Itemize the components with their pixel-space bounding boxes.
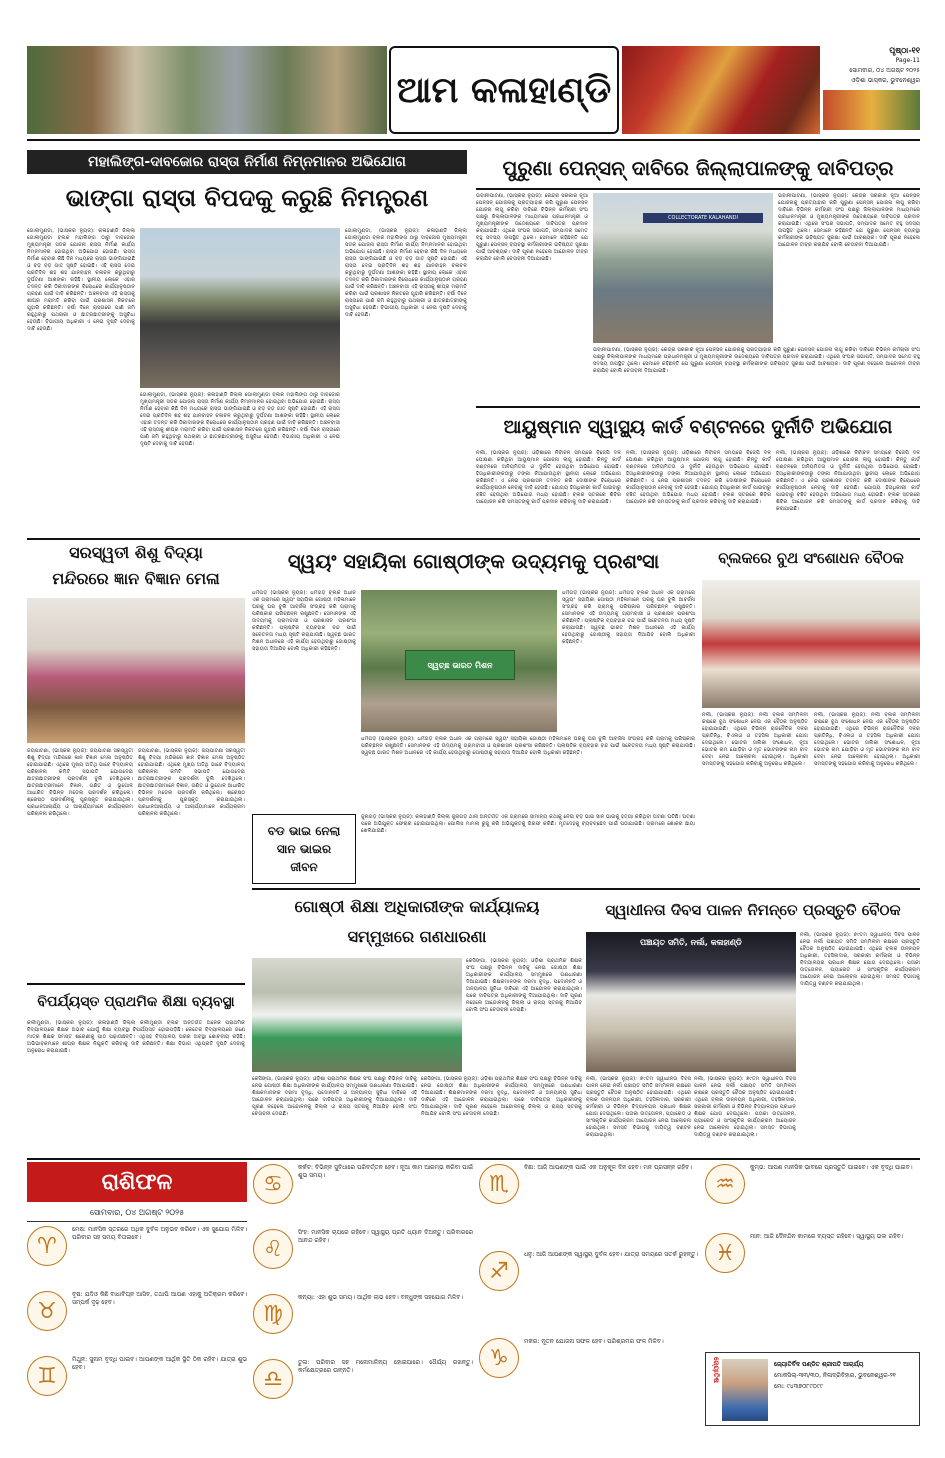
zodiac-sign-icon: ♍ xyxy=(253,1294,293,1334)
page-label: ପୃଷ୍ଠା-୧୧ xyxy=(889,46,920,55)
astrologer-address: ମୋକସିଲ୍-୩୩/୩୦, ନିଳାଦ୍ରିବିହାର, ଭୁବନେଶ୍ୱର-୨୧ xyxy=(774,1372,896,1379)
story3-text-col1: ନର୍ଲା, (ଭାସ୍କର ନ୍ୟୁଜ): ଓଡ଼ିଶାରେ ନିର୍ବାଚନ ସମୟରେ ବିଜେପି ଦଳ ଘୋଷଣା କରିଥିବା ଆୟୁଷ୍ମାନ ଯୋଜନା ଲାଗୁ ହୋଇଛି। କିନ୍ତୁ କାର୍ଡ ବଣ୍ଟନରେ ଅନିୟମିତତା ଓ ଦୁର୍ନୀତି ହେଉଥିବା ଅଭିଯୋଗ ହୋଇଛି। ହିତାଧିକାରୀଙ୍କଠାରୁ ଟଙ୍କା ନିଆଯାଉଥିବା ସ୍ଥାନୀୟ ଲୋକେ ଅଭିଯୋଗ କରିଛନ୍ତି। ଏ ନେଇ ପ୍ରଶାସନ ତଦନ୍ତ କରି ଦୋଷୀଙ୍କ ବିରୋଧରେ କାର୍ଯ୍ୟାନୁଷ୍ଠାନ ନେବାକୁ ଦାବି ହେଉଛି। ଯୋଗ୍ୟ ହିତାଧିକାରୀ କାର୍ଡ ପାଇବାରୁ ବଞ୍ଚିତ ହେଉଥିବା ଅଭିଯୋଗ ମଧ୍ୟ ହୋଇଛି। ବ୍ଲକ ସ୍ତରରେ ଶିବିର ଆୟୋଜନ କରି ସମସ୍ତଙ୍କୁ କାର୍ଡ ପ୍ରଦାନ କରିବାକୁ ଦାବି କରାଯାଇଛି। xyxy=(476,450,621,505)
story5-photo-cart xyxy=(361,590,557,732)
story3-text-col2: ନର୍ଲା, (ଭାସ୍କର ନ୍ୟୁଜ): ଓଡ଼ିଶାରେ ନିର୍ବାଚନ ସମୟରେ ବିଜେପି ଦଳ ଘୋଷଣା କରିଥିବା ଆୟୁଷ୍ମାନ ଯୋଜନା ଲାଗୁ ହୋଇଛି। କିନ୍ତୁ କାର୍ଡ ବଣ୍ଟନରେ ଅନିୟମିତତା ଓ ଦୁର୍ନୀତି ହେଉଥିବା ଅଭିଯୋଗ ହୋଇଛି। ହିତାଧିକାରୀଙ୍କଠାରୁ ଟଙ୍କା ନିଆଯାଉଥିବା ସ୍ଥାନୀୟ ଲୋକେ ଅଭିଯୋଗ କରିଛନ୍ତି। ଏ ନେଇ ପ୍ରଶାସନ ତଦନ୍ତ କରି ଦୋଷୀଙ୍କ ବିରୋଧରେ କାର୍ଯ୍ୟାନୁଷ୍ଠାନ ନେବାକୁ ଦାବି ହେଉଛି। ଯୋଗ୍ୟ ହିତାଧିକାରୀ କାର୍ଡ ପାଇବାରୁ ବଞ୍ଚିତ ହେଉଥିବା ଅଭିଯୋଗ ମଧ୍ୟ ହୋଇଛି। ବ୍ଲକ ସ୍ତରରେ ଶିବିର ଆୟୋଜନ କରି ସମସ୍ତଙ୍କୁ କାର୍ଡ ପ୍ରଦାନ କରିବାକୁ ଦାବି କରାଯାଇଛି। xyxy=(626,450,771,505)
story4-headline-line1: ସରସ୍ୱତୀ ଶିଶୁ ବିଦ୍ୟା xyxy=(69,543,203,562)
rashi-entry xyxy=(253,1359,473,1421)
story7-headline-box xyxy=(252,814,356,884)
astrologer-name: ଜ୍ୟୋତିର୍ବିଦ ପଣ୍ଡିତ ଶ୍ରୀପତି ଆଚାର୍ଯ୍ୟ xyxy=(774,1361,864,1368)
rashi-entry xyxy=(479,1251,699,1335)
story9-headline: ସ୍ୱାଧୀନତା ଦିବସ ପାଳନ ନିମନ୍ତେ ପ୍ରସ୍ତୁତି ବୈଠକ xyxy=(605,901,901,919)
story9-text-col2: ନର୍ଲା, (ଭାସ୍କର ନ୍ୟୁଜ): ୭୯ତମ ସ୍ୱାଧୀନତା ଦିବସ ପାଳନ ନେଇ ନର୍ଲା ପଞ୍ଚାୟତ ସମିତି ସମ୍ମିଳନୀ କକ୍ଷରେ ପ୍ରସ୍ତୁତି ବୈଠକ ଅନୁଷ୍ଠିତ ହୋଇଯାଇଛି। ଏଥିରେ ବ୍ଲକ ଉନ୍ନୟନ ଅଧିକାରୀ, ତହସିଲଦାର, ସରକାରୀ କର୍ମଚାରୀ ଓ ବିଭିନ୍ନ ବିଦ୍ୟାଳୟର ପ୍ରଧାନ ଶିକ୍ଷକ ଯୋଗ ଦେଇଥିଲେ। ପତାକା ଉତ୍ତୋଳନ, ପ୍ୟାରେଡ ଓ ସାଂସ୍କୃତିକ କାର୍ଯ୍ୟକ୍ରମ ଆୟୋଜନ ନେଇ ଆଲୋଚନା ହୋଇଥିଲା। ସମସ୍ତ ବିଭାଗକୁ ଦାୟିତ୍ୱ ବଣ୍ଟନ କରାଯାଇଥିଲା। xyxy=(586,1076,691,1138)
story5-text-col2: ଧର୍ମଗଡ଼ (ଭାସ୍କର ନ୍ୟୁଜ): ଧର୍ମଗଡ଼ ବ୍ଲକ ଅଧୀନ ଏକ ଗ୍ରାମରେ ସ୍ୱୟଂ ସହାୟିକା ଗୋଷ୍ଠୀ ମହିଳାମାନେ ଘରକୁ ଘର ବୁଲି ଆବର୍ଜନା ସଂଗ୍ରହ କରି ଗ୍ରାମକୁ ପରିଷ୍କାର ପରିଚ୍ଛନ୍ନ ରଖୁଛନ୍ତି। ସେମାନଙ୍କ ଏହି ଉଦ୍ୟମକୁ ଗ୍ରାମବାସୀ ଓ ପ୍ରଶାସନ ପ୍ରଶଂସା କରିଛନ୍ତି। ପ୍ଲାଷ୍ଟିକ ବ୍ୟବହାର ବନ୍ଦ ପାଇଁ ସଚେତନତା ମଧ୍ୟ ସୃଷ୍ଟି କରାଯାଉଛି। ସ୍ୱଚ୍ଛ ଭାରତ ମିଶନ ଅଧୀନରେ ଏହି କାର୍ଯ୍ୟ ହେଉଥିବାରୁ ଗୋଷ୍ଠୀକୁ ସହାୟତା ଦିଆଯିବ ବୋଲି ଅଧିକାରୀ କହିଛନ୍ତି। xyxy=(562,590,695,645)
zodiac-sign-icon: ♓ xyxy=(705,1233,745,1273)
zodiac-sign-icon: ♋ xyxy=(253,1164,293,1204)
story5-text-col3: ଧର୍ମଗଡ଼ (ଭାସ୍କର ନ୍ୟୁଜ): ଧର୍ମଗଡ଼ ବ୍ଲକ ଅଧୀନ ଏକ ଗ୍ରାମରେ ସ୍ୱୟଂ ସହାୟିକା ଗୋଷ୍ଠୀ ମହିଳାମାନେ ଘରକୁ ଘର ବୁଲି ଆବର୍ଜନା ସଂଗ୍ରହ କରି ଗ୍ରାମକୁ ପରିଷ୍କାର ପରିଚ୍ଛନ୍ନ ରଖୁଛନ୍ତି। ସେମାନଙ୍କ ଏହି ଉଦ୍ୟମକୁ ଗ୍ରାମବାସୀ ଓ ପ୍ରଶାସନ ପ୍ରଶଂସା କରିଛନ୍ତି। ପ୍ଲାଷ୍ଟିକ ବ୍ୟବହାର ବନ୍ଦ ପାଇଁ ସଚେତନତା ମଧ୍ୟ ସୃଷ୍ଟି କରାଯାଉଛି। ସ୍ୱଚ୍ଛ ଭାରତ ମିଶନ ଅଧୀନରେ ଏହି କାର୍ଯ୍ୟ ହେଉଥିବାରୁ ଗୋଷ୍ଠୀକୁ ସହାୟତା ଦିଆଯିବ ବୋଲି ଅଧିକାରୀ କହିଛନ୍ତି। xyxy=(361,736,695,756)
rashi-entry xyxy=(479,1164,699,1248)
rashi-entry xyxy=(253,1164,473,1226)
section-rule-2 xyxy=(252,888,920,890)
edition: ଓଡ଼ିଶା ଭାସ୍କର, ଭୁବନେଶ୍ୱର xyxy=(851,77,920,84)
rashi-text: ମୀନ: ଆଜି ଦୈନନ୍ଦିନ କାମରେ ବ୍ୟସ୍ତ ରହିବେ। ସ୍ୱାସ୍ଥ୍ୟ ଭଲ ରହିବ। xyxy=(750,1233,904,1240)
page-en: Page-11 xyxy=(895,57,920,64)
story4-text-col1: ଜୟପାଟଣା, (ଭାସ୍କର ନ୍ୟୁଜ): ଜୟପାଟଣା ସରସ୍ୱତୀ ଶିଶୁ ବିଦ୍ୟା ମନ୍ଦିରରେ ଜ୍ଞାନ ବିଜ୍ଞାନ ମେଳା ଅନୁଷ୍ଠିତ ହୋଇଯାଇଛି। ଏଥିରେ ମୁଖ୍ୟ ଅତିଥି ଭାବେ ବିଦ୍ୟାଳୟ ପରିଚାଳନା କମିଟି ସଭାପତି ଯୋଗଦେଇ ଛାତ୍ରଛାତ୍ରୀଙ୍କ ପ୍ରଦର୍ଶନୀ ବୁଲି ଦେଖିଥିଲେ। ଛାତ୍ରଛାତ୍ରୀମାନେ ବିଜ୍ଞାନ, ଗଣିତ ଓ ଭୂଗୋଳ ଆଧାରିତ ବିଭିନ୍ନ ମଡେଲ ପ୍ରଦର୍ଶନ କରିଥିଲେ। ଶ୍ରେଷ୍ଠ ପ୍ରଦର୍ଶନୀକୁ ପୁରସ୍କୃତ କରାଯାଇଥିଲା। ପ୍ରଧାନଆଚାର୍ଯ୍ୟ ଓ ଆଚାର୍ଯ୍ୟାମାନେ କାର୍ଯ୍ୟକ୍ରମ ପରିଚାଳନା କରିଥିଲେ। xyxy=(27,748,133,817)
story10-rule xyxy=(27,983,245,985)
rashiphala-col3 xyxy=(479,1164,699,1426)
rashiphala xyxy=(27,1162,920,1430)
masthead-rule xyxy=(27,139,920,141)
rashi-text: ସିଂହ: ମାନସିକ ଚାପରେ ରହିବେ। ସ୍ୱାସ୍ଥ୍ୟ ପ୍ରତି ଧ୍ୟାନ ଦିଅନ୍ତୁ। ପରିବାରରେ ଆନନ୍ଦ ରହିବ। xyxy=(298,1229,473,1244)
story6-text-col2: ନର୍ଲା, (ଭାସ୍କର ନ୍ୟୁଜ): ନର୍ଲା ବ୍ଲକ ସମ୍ମିଳନୀ କକ୍ଷରେ ବୁଥ ସଂଶୋଧନ ନେଇ ଏକ ବୈଠକ ଅନୁଷ୍ଠିତ ହୋଇଯାଇଛି। ଏଥିରେ ବିଭିନ୍ନ ରାଜନୈତିକ ଦଳର ପ୍ରତିନିଧି, ବିଏଲଓ ଓ ତହସିଲ ଅଧିକାରୀ ଯୋଗ ଦେଇଥିଲେ। ଭୋଟର ତାଲିକା ସଂଶୋଧନ, ନୂଆ ଭୋଟର ନାମ ଯୋଡ଼ିବା ଓ ମୃତ ଭୋଟରଙ୍କ ନାମ ବାଦ ଦେବା ନେଇ ଆଲୋଚନା ହୋଇଥିଲା। ଅଧିକାରୀ ସମସ୍ତଙ୍କୁ ସହଯୋଗ କରିବାକୁ ଅନୁରୋଧ କରିଥିଲେ। xyxy=(814,712,920,767)
story7-headline-line3: ଜୀବନ xyxy=(290,860,318,874)
story9-photo-meeting xyxy=(586,932,796,1072)
rashiphala-col4 xyxy=(705,1164,920,1304)
story5-headline: ସ୍ୱୟଂ ସହାୟିକା ଗୋଷ୍ଠୀଙ୍କ ଉଦ୍ୟମକୁ ପ୍ରଶଂସା xyxy=(287,550,660,573)
astrologer-label: ଜ୍ୟୋତିଷ xyxy=(712,1357,720,1383)
story2-text-col1: ଭବାନୀପାଟଣା, (ଭାସ୍କର ନ୍ୟୁଜ): କେନ୍ଦ୍ର ସରକାର ନୂଆ ପେନ୍ସନ୍ ଯୋଜନାକୁ ପ୍ରତ୍ୟାହାର କରି ପୁରୁଣା ପେନ୍ସନ୍ ଯୋଜନା ଲାଗୁ କରିବା ଦାବିରେ ବିଭିନ୍ନ କର୍ମଚାରୀ ସଂଘ ପକ୍ଷରୁ ଜିଲ୍ଲାପାଳଙ୍କ ମାଧ୍ୟମରେ ପ୍ରଧାନମନ୍ତ୍ରୀ ଓ ମୁଖ୍ୟମନ୍ତ୍ରୀଙ୍କ ଉଦ୍ଦେଶ୍ୟରେ ଦାବିପତ୍ର ପ୍ରଦାନ କରାଯାଇଛି। ଏଥିରେ ସଂଘର ସଭାପତି, ସମ୍ପାଦକ ସମେତ ବହୁ ସଦସ୍ୟ ଉପସ୍ଥିତ ଥିଲେ। ସେମାନେ କହିଛନ୍ତି ଯେ ପୁରୁଣା ପେନ୍ସନ୍ ବ୍ୟବସ୍ଥା କର୍ମଚାରୀଙ୍କ ଭବିଷ୍ୟତ ସୁରକ୍ଷା ପାଇଁ ଆବଶ୍ୟକ। ଦାବି ପୂରଣ ନହେଲେ ଆନ୍ଦୋଳନ ତୀବ୍ର କରାଯିବ ବୋଲି ଚେତାବନୀ ଦିଆଯାଇଛି। xyxy=(476,193,588,262)
rashi-text: କର୍କଟ: ବିଭିନ୍ନ ସୁବିଧାରେ ପରିବର୍ତ୍ତନ ହେବ। ନୂଆ କାମ ଆରମ୍ଭ କରିବା ପାଇଁ ଶୁଭ ସମୟ। xyxy=(298,1164,473,1179)
masthead-info xyxy=(823,46,920,134)
zodiac-sign-icon: ♒ xyxy=(705,1164,745,1204)
story1-photo-road xyxy=(140,228,340,388)
zodiac-sign-icon: ♐ xyxy=(479,1251,519,1291)
astrologer-phone: ମୋ: ୯୪୩୭୦୮୯୦୯୯ xyxy=(774,1383,823,1390)
rashi-text: ବୃଷ: ଯଦିଓ କିଛି ବାଧାବିଘ୍ନ ଆସିବ, ତଥାପି ଆପଣ ଏହାକୁ ଅତିକ୍ରମ କରିବେ। ସମ୍ପର୍କ ଦୃଢ଼ ହେବ। xyxy=(72,1291,247,1306)
story9-text-col3: ନର୍ଲା, (ଭାସ୍କର ନ୍ୟୁଜ): ୭୯ତମ ସ୍ୱାଧୀନତା ଦିବସ ପାଳନ ନେଇ ନର୍ଲା ପଞ୍ଚାୟତ ସମିତି ସମ୍ମିଳନୀ କକ୍ଷରେ ପ୍ରସ୍ତୁତି ବୈଠକ ଅନୁଷ୍ଠିତ ହୋଇଯାଇଛି। ଏଥିରେ ବ୍ଲକ ଉନ୍ନୟନ ଅଧିକାରୀ, ତହସିଲଦାର, ସରକାରୀ କର୍ମଚାରୀ ଓ ବିଭିନ୍ନ ବିଦ୍ୟାଳୟର ପ୍ରଧାନ ଶିକ୍ଷକ ଯୋଗ ଦେଇଥିଲେ। ପତାକା ଉତ୍ତୋଳନ, ପ୍ୟାରେଡ ଓ ସାଂସ୍କୃତିକ କାର୍ଯ୍ୟକ୍ରମ ଆୟୋଜନ ନେଇ ଆଲୋଚନା ହୋଇଥିଲା। ସମସ୍ତ ବିଭାଗକୁ ଦାୟିତ୍ୱ ବଣ୍ଟନ କରାଯାଇଥିଲା। xyxy=(694,1076,796,1138)
story6-headline: ବ୍ଲକରେ ବୁଥ ସଂଶୋଧନ ବୈଠକ xyxy=(718,549,904,567)
story5-text-col1: ଧର୍ମଗଡ଼ (ଭାସ୍କର ନ୍ୟୁଜ): ଧର୍ମଗଡ଼ ବ୍ଲକ ଅଧୀନ ଏକ ଗ୍ରାମରେ ସ୍ୱୟଂ ସହାୟିକା ଗୋଷ୍ଠୀ ମହିଳାମାନେ ଘରକୁ ଘର ବୁଲି ଆବର୍ଜନା ସଂଗ୍ରହ କରି ଗ୍ରାମକୁ ପରିଷ୍କାର ପରିଚ୍ଛନ୍ନ ରଖୁଛନ୍ତି। ସେମାନଙ୍କ ଏହି ଉଦ୍ୟମକୁ ଗ୍ରାମବାସୀ ଓ ପ୍ରଶାସନ ପ୍ରଶଂସା କରିଛନ୍ତି। ପ୍ଲାଷ୍ଟିକ ବ୍ୟବହାର ବନ୍ଦ ପାଇଁ ସଚେତନତା ମଧ୍ୟ ସୃଷ୍ଟି କରାଯାଉଛି। ସ୍ୱଚ୍ଛ ଭାରତ ମିଶନ ଅଧୀନରେ ଏହି କାର୍ଯ୍ୟ ହେଉଥିବାରୁ ଗୋଷ୍ଠୀକୁ ସହାୟତା ଦିଆଯିବ ବୋଲି ଅଧିକାରୀ କହିଛନ୍ତି। xyxy=(252,590,356,652)
rashi-entry xyxy=(27,1291,247,1353)
rashi-text: ମକର: ନୂତନ ଯୋଜନା ସଫଳ ହେବ। ପରିଶ୍ରମର ଫଳ ମିଳିବ। xyxy=(524,1338,664,1345)
story4-text-col2: ଜୟପାଟଣା, (ଭାସ୍କର ନ୍ୟୁଜ): ଜୟପାଟଣା ସରସ୍ୱତୀ ଶିଶୁ ବିଦ୍ୟା ମନ୍ଦିରରେ ଜ୍ଞାନ ବିଜ୍ଞାନ ମେଳା ଅନୁଷ୍ଠିତ ହୋଇଯାଇଛି। ଏଥିରେ ମୁଖ୍ୟ ଅତିଥି ଭାବେ ବିଦ୍ୟାଳୟ ପରିଚାଳନା କମିଟି ସଭାପତି ଯୋଗଦେଇ ଛାତ୍ରଛାତ୍ରୀଙ୍କ ପ୍ରଦର୍ଶନୀ ବୁଲି ଦେଖିଥିଲେ। ଛାତ୍ରଛାତ୍ରୀମାନେ ବିଜ୍ଞାନ, ଗଣିତ ଓ ଭୂଗୋଳ ଆଧାରିତ ବିଭିନ୍ନ ମଡେଲ ପ୍ରଦର୍ଶନ କରିଥିଲେ। ଶ୍ରେଷ୍ଠ ପ୍ରଦର୍ଶନୀକୁ ପୁରସ୍କୃତ କରାଯାଇଥିଲା। ପ୍ରଧାନଆଚାର୍ଯ୍ୟ ଓ ଆଚାର୍ଯ୍ୟାମାନେ କାର୍ଯ୍ୟକ୍ରମ ପରିଚାଳନା କରିଥିଲେ। xyxy=(138,748,245,817)
rashi-text: ମେଷ: ମାନସିକ ସ୍ତରରେ ଅଧିକ ଦୁର୍ବଳ ଅନୁଭବ କରିବେ। ଏକ ସୁଯୋଗ ମିଳିବ। ପରିବାର ସହ ସମୟ ବିତାଇବେ। xyxy=(72,1226,247,1241)
astrologer-photo xyxy=(722,1359,768,1421)
rashi-text: କନ୍ୟା: ଏହା ଶୁଭ ସମୟ। ଆର୍ଥିକ ଲାଭ ହେବ। ବନ୍ଧୁଙ୍କ ସହଯୋଗ ମିଳିବ। xyxy=(298,1294,464,1301)
story10-text: କର୍ଲାମୁଣ୍ଡା, (ଭାସ୍କର ନ୍ୟୁଜ): କଳାହାଣ୍ଡି ଜିଲ୍ଲା କର୍ଲାମୁଣ୍ଡା ବ୍ଲକ ଅନ୍ତର୍ଗତ ଅନେକ ପ୍ରାଥମିକ ବିଦ୍ୟାଳୟରେ ଶିକ୍ଷକ ଅଭାବ ଯୋଗୁଁ ଶିକ୍ଷା ବ୍ୟବସ୍ଥା ବିପର୍ଯ୍ୟସ୍ତ ହୋଇପଡ଼ିଛି। କେତେକ ବିଦ୍ୟାଳୟରେ ଜଣେ ମାତ୍ର ଶିକ୍ଷକ ସମସ୍ତ ଶ୍ରେଣୀକୁ ପାଠ ପଢ଼ାଉଛନ୍ତି। ଏଥିସହ ବିଦ୍ୟାଳୟ ଘରର ଅବସ୍ଥା ଶୋଚନୀୟ ରହିଛି। ଅଭିଭାବକମାନେ ଶୀଘ୍ର ଶିକ୍ଷକ ନିଯୁକ୍ତି କରିବାକୁ ଦାବି କରିଛନ୍ତି। ଶିକ୍ଷା ବିଭାଗ ଏଥିପ୍ରତି ଦୃଷ୍ଟି ଦେବାକୁ ଅନୁରୋଧ କରାଯାଇଛି। xyxy=(27,1020,245,1054)
rashi-text: ମିଥୁନ: ସୁନାମ ବୃଦ୍ଧି ପାଇବ। ଆପଣଙ୍କ ଆର୍ଥିକ ସ୍ଥିତି ଠିକ ରହିବ। ଯାତ୍ରା ଶୁଭ ହେବ। xyxy=(72,1356,247,1371)
masthead xyxy=(27,46,920,136)
zodiac-sign-icon: ♊ xyxy=(27,1356,67,1396)
story4-headline xyxy=(27,540,245,594)
story8-headline-line2: ସମ୍ମୁଖରେ ଗଣଧାରଣା xyxy=(347,927,487,946)
rashi-entry xyxy=(705,1164,920,1230)
story8-text-col2: କେସିଙ୍ଗା, (ଭାସ୍କର ନ୍ୟୁଜ): ଓଡ଼ିଶା ପ୍ରାଥମିକ ଶିକ୍ଷକ ସଂଘ ପକ୍ଷରୁ ବିଭିନ୍ନ ଦାବିକୁ ନେଇ ଗୋଷ୍ଠୀ ଶିକ୍ଷା ଅଧିକାରୀଙ୍କ କାର୍ଯ୍ୟାଳୟ ସମ୍ମୁଖରେ ଗଣଧାରଣା ଦିଆଯାଇଛି। ଶିକ୍ଷକମାନଙ୍କ ଦରମା ବୃଦ୍ଧି, ପଦୋନ୍ନତି ଓ ଅନ୍ୟାନ୍ୟ ସୁବିଧା ଦାବିରେ ଏହି ଆନ୍ଦୋଳନ କରାଯାଇଥିଲା। ପରେ ଦାବିପତ୍ର ଅଧିକାରୀଙ୍କୁ ଦିଆଯାଇଥିଲା। ଦାବି ପୂରଣ ନହେଲେ ଆନ୍ଦୋଳନକୁ ଜିଲ୍ଲା ଓ ରାଜ୍ୟ ସ୍ତରକୁ ନିଆଯିବ ବୋଲି ସଂଘ ଚେତାବନୀ ଦେଇଛି। xyxy=(252,1076,417,1117)
story3-text-col3: ନର୍ଲା, (ଭାସ୍କର ନ୍ୟୁଜ): ଓଡ଼ିଶାରେ ନିର୍ବାଚନ ସମୟରେ ବିଜେପି ଦଳ ଘୋଷଣା କରିଥିବା ଆୟୁଷ୍ମାନ ଯୋଜନା ଲାଗୁ ହୋଇଛି। କିନ୍ତୁ କାର୍ଡ ବଣ୍ଟନରେ ଅନିୟମିତତା ଓ ଦୁର୍ନୀତି ହେଉଥିବା ଅଭିଯୋଗ ହୋଇଛି। ହିତାଧିକାରୀଙ୍କଠାରୁ ଟଙ୍କା ନିଆଯାଉଥିବା ସ୍ଥାନୀୟ ଲୋକେ ଅଭିଯୋଗ କରିଛନ୍ତି। ଏ ନେଇ ପ୍ରଶାସନ ତଦନ୍ତ କରି ଦୋଷୀଙ୍କ ବିରୋଧରେ କାର୍ଯ୍ୟାନୁଷ୍ଠାନ ନେବାକୁ ଦାବି ହେଉଛି। ଯୋଗ୍ୟ ହିତାଧିକାରୀ କାର୍ଡ ପାଇବାରୁ ବଞ୍ଚିତ ହେଉଥିବା ଅଭିଯୋଗ ମଧ୍ୟ ହୋଇଛି। ବ୍ଲକ ସ୍ତରରେ ଶିବିର ଆୟୋଜନ କରି ସମସ୍ତଙ୍କୁ କାର୍ଡ ପ୍ରଦାନ କରିବାକୁ ଦାବି କରାଯାଇଛି। xyxy=(776,450,920,512)
rashi-text: ବିଛା: ଆଜି ଆପଣଙ୍କ ପାଇଁ ଏକ ଅନୁକୂଳ ଦିନ ହେବ। ମନ ପ୍ରସନ୍ନ ରହିବ। xyxy=(524,1164,692,1171)
masthead-title: ଆମ କଳାହାଣ୍ଡି xyxy=(396,68,612,111)
story9-banner: ପଞ୍ଚାୟତ ସମିତି, ନର୍ଲା, କଳାହାଣ୍ଡି xyxy=(640,938,742,947)
rashiphala-col1 xyxy=(27,1226,247,1426)
story2-sign: COLLECTORATE KALAHANDI xyxy=(643,213,763,223)
story2-rule xyxy=(476,188,920,190)
issue-date: ସୋମବାର, ୦୪ ଅଗଷ୍ଟ ୨୦୨୫ xyxy=(849,67,920,74)
story3-headline: ଆୟୁଷ୍ମାନ ସ୍ୱାସ୍ଥ୍ୟ କାର୍ଡ ବଣ୍ଟନରେ ଦୁର୍ନୀତି ଅଭିଯୋଗ xyxy=(503,417,893,438)
masthead-photo-right xyxy=(622,46,820,134)
story8-headline xyxy=(252,892,582,956)
story6-photo-meeting xyxy=(702,580,920,708)
rashiphala-col2 xyxy=(253,1164,473,1426)
astrologer-info xyxy=(774,1359,918,1392)
story6-text-col1: ନର୍ଲା, (ଭାସ୍କର ନ୍ୟୁଜ): ନର୍ଲା ବ୍ଲକ ସମ୍ମିଳନୀ କକ୍ଷରେ ବୁଥ ସଂଶୋଧନ ନେଇ ଏକ ବୈଠକ ଅନୁଷ୍ଠିତ ହୋଇଯାଇଛି। ଏଥିରେ ବିଭିନ୍ନ ରାଜନୈତିକ ଦଳର ପ୍ରତିନିଧି, ବିଏଲଓ ଓ ତହସିଲ ଅଧିକାରୀ ଯୋଗ ଦେଇଥିଲେ। ଭୋଟର ତାଲିକା ସଂଶୋଧନ, ନୂଆ ଭୋଟର ନାମ ଯୋଡ଼ିବା ଓ ମୃତ ଭୋଟରଙ୍କ ନାମ ବାଦ ଦେବା ନେଇ ଆଲୋଚନା ହୋଇଥିଲା। ଅଧିକାରୀ ସମସ୍ତଙ୍କୁ ସହଯୋଗ କରିବାକୁ ଅନୁରୋଧ କରିଥିଲେ। xyxy=(702,712,808,767)
story8-headline-line1: ଗୋଷ୍ଠୀ ଶିକ୍ଷା ଅଧିକାରୀଙ୍କ କାର୍ଯ୍ୟାଳୟ xyxy=(294,897,540,916)
story8-text-col3: କେସିଙ୍ଗା, (ଭାସ୍କର ନ୍ୟୁଜ): ଓଡ଼ିଶା ପ୍ରାଥମିକ ଶିକ୍ଷକ ସଂଘ ପକ୍ଷରୁ ବିଭିନ୍ନ ଦାବିକୁ ନେଇ ଗୋଷ୍ଠୀ ଶିକ୍ଷା ଅଧିକାରୀଙ୍କ କାର୍ଯ୍ୟାଳୟ ସମ୍ମୁଖରେ ଗଣଧାରଣା ଦିଆଯାଇଛି। ଶିକ୍ଷକମାନଙ୍କ ଦରମା ବୃଦ୍ଧି, ପଦୋନ୍ନତି ଓ ଅନ୍ୟାନ୍ୟ ସୁବିଧା ଦାବିରେ ଏହି ଆନ୍ଦୋଳନ କରାଯାଇଥିଲା। ପରେ ଦାବିପତ୍ର ଅଧିକାରୀଙ୍କୁ ଦିଆଯାଇଥିଲା। ଦାବି ପୂରଣ ନହେଲେ ଆନ୍ଦୋଳନକୁ ଜିଲ୍ଲା ଓ ରାଜ୍ୟ ସ୍ତରକୁ ନିଆଯିବ ବୋଲି ସଂଘ ଚେତାବନୀ ଦେଇଛି। xyxy=(421,1076,582,1117)
story1-text-col1: ଗୋଲାମୁଣ୍ଡା, (ଭାସ୍କର ନ୍ୟୁଜ): କଳାହାଣ୍ଡି ଜିଲ୍ଲା ଗୋଲାମୁଣ୍ଡା ବ୍ଲକ ମହାଲିଙ୍ଗ ଠାରୁ ଦାବଜୋର ମୁଖ୍ୟମନ୍ତ୍ରୀ ସଡକ ଯୋଜନା ରାସ୍ତା ନିର୍ମାଣ କାର୍ଯ୍ୟ ନିମ୍ନମାନର ହୋଇଥିବା ଅଭିଯୋଗ ହୋଇଛି। ରାସ୍ତା ନିର୍ମାଣ ହେବାର କିଛି ଦିନ ମଧ୍ୟରେ ରାସ୍ତା ଭାଙ୍ଗିଯାଇଛି ଓ ବଡ଼ ବଡ଼ ଗାତ ସୃଷ୍ଟି ହୋଇଛି। ଏହି ରାସ୍ତା ଦେଇ ପ୍ରତିଦିନ ଶହ ଶହ ଯାନବାହନ ଚଳାଚଳ କରୁଥିବାରୁ ଦୁର୍ଘଟଣା ଆଶଙ୍କା ରହିଛି। ସ୍ଥାନୀୟ ଲୋକେ ଏହାର ତଦନ୍ତ କରି ଠିକାଦାରଙ୍କ ବିରୋଧରେ କାର୍ଯ୍ୟାନୁଷ୍ଠାନ ଗ୍ରହଣ ପାଇଁ ଦାବି କରିଛନ୍ତି। ଅଞ୍ଚଳବାସୀ ଏହି ରାସ୍ତାକୁ ଶୀଘ୍ର ମରାମତି କରିବା ପାଇଁ ପ୍ରଶାସନ ନିକଟରେ ଗୁହାରି କରିଛନ୍ତି। ବର୍ଷା ଦିନେ ରାସ୍ତାରେ ପାଣି ଜମି ରହୁଥିବାରୁ ପଥଚାରୀ ଓ ଛାତ୍ରଛାତ୍ରୀଙ୍କୁ ଅସୁବିଧା ହେଉଛି। ବିଭାଗୀୟ ଅଧିକାରୀ ଏ ନେଇ ଦୃଷ୍ଟି ଦେବାକୁ ଦାବି ହେଉଛି। xyxy=(27,228,135,332)
rashiphala-date: ସୋମବାର, ୦୪ ଅଗଷ୍ଟ ୨୦୨୫ xyxy=(27,1204,247,1222)
astrologer-box xyxy=(705,1352,920,1426)
story1-kicker: ମହାଲିଙ୍ଗ-ଦାବଜୋର ରାସ୍ତା ନିର୍ମାଣ ନିମ୍ନମାନର ଅଭିଯୋଗ xyxy=(27,150,467,174)
story1-headline: ଭାଙ୍ଗା ରାସ୍ତା ବିପଦକୁ କରୁଛି ନିମନ୍ତ୍ରଣ xyxy=(65,184,429,212)
rashi-text: ତୁଳା: ପରିବାର ସହ ମନୋମାଳିନ୍ୟ ହୋଇପାରେ। ଧୈର୍ଯ୍ୟ ରଖନ୍ତୁ। କର୍ମକ୍ଷେତ୍ରରେ ଉନ୍ନତି। xyxy=(298,1359,473,1374)
story3-rule xyxy=(476,406,920,408)
story2-photo-collectorate xyxy=(593,193,773,343)
rashi-entry xyxy=(705,1233,920,1299)
masthead-photo-left xyxy=(27,46,387,134)
story1-text-col2: ଗୋଲାମୁଣ୍ଡା, (ଭାସ୍କର ନ୍ୟୁଜ): କଳାହାଣ୍ଡି ଜିଲ୍ଲା ଗୋଲାମୁଣ୍ଡା ବ୍ଲକ ମହାଲିଙ୍ଗ ଠାରୁ ଦାବଜୋର ମୁଖ୍ୟମନ୍ତ୍ରୀ ସଡକ ଯୋଜନା ରାସ୍ତା ନିର୍ମାଣ କାର୍ଯ୍ୟ ନିମ୍ନମାନର ହୋଇଥିବା ଅଭିଯୋଗ ହୋଇଛି। ରାସ୍ତା ନିର୍ମାଣ ହେବାର କିଛି ଦିନ ମଧ୍ୟରେ ରାସ୍ତା ଭାଙ୍ଗିଯାଇଛି ଓ ବଡ଼ ବଡ଼ ଗାତ ସୃଷ୍ଟି ହୋଇଛି। ଏହି ରାସ୍ତା ଦେଇ ପ୍ରତିଦିନ ଶହ ଶହ ଯାନବାହନ ଚଳାଚଳ କରୁଥିବାରୁ ଦୁର୍ଘଟଣା ଆଶଙ୍କା ରହିଛି। ସ୍ଥାନୀୟ ଲୋକେ ଏହାର ତଦନ୍ତ କରି ଠିକାଦାରଙ୍କ ବିରୋଧରେ କାର୍ଯ୍ୟାନୁଷ୍ଠାନ ଗ୍ରହଣ ପାଇଁ ଦାବି କରିଛନ୍ତି। ଅଞ୍ଚଳବାସୀ ଏହି ରାସ୍ତାକୁ ଶୀଘ୍ର ମରାମତି କରିବା ପାଇଁ ପ୍ରଶାସନ ନିକଟରେ ଗୁହାରି କରିଛନ୍ତି। ବର୍ଷା ଦିନେ ରାସ୍ତାରେ ପାଣି ଜମି ରହୁଥିବାରୁ ପଥଚାରୀ ଓ ଛାତ୍ରଛାତ୍ରୀଙ୍କୁ ଅସୁବିଧା ହେଉଛି। ବିଭାଗୀୟ ଅଧିକାରୀ ଏ ନେଇ ଦୃଷ୍ଟି ଦେବାକୁ ଦାବି ହେଉଛି। xyxy=(345,228,467,318)
zodiac-sign-icon: ♉ xyxy=(27,1291,67,1331)
story5-cart-label: ସ୍ୱଚ୍ଛ ଭାରତ ମିଶନ xyxy=(405,650,515,680)
story7-text: ଜୁନାଗଡ଼ (ଭାସ୍କର ନ୍ୟୁଜ): କଳାହାଣ୍ଡି ଜିଲ୍ଲା ଜୁନାଗଡ଼ ଥାନା ଅନ୍ତର୍ଗତ ଏକ ଗ୍ରାମରେ ସାମାନ୍ୟ କଥାକୁ ନେଇ ବଡ଼ ଭାଇ ସାନ ଭାଇକୁ ହତ୍ୟା କରିଥିବା ଘଟଣା ଘଟିଛି। ଘଟଣା ପରେ ଅଭିଯୁକ୍ତ ଫେରାର ହୋଇଯାଇଥିଲା। ପୋଲିସ ମାମଲା ରୁଜୁ କରି ଅଭିଯୁକ୍ତକୁ ଗିରଫ କରିଛି। ମୃତଦେହକୁ ବ୍ୟବଚ୍ଛେଦ ପାଇଁ ପଠାଯାଇଛି। ଗ୍ରାମରେ ଶୋକର ଛାୟା ଖେଳିଯାଇଛି। xyxy=(361,814,695,834)
masthead-photo-small xyxy=(823,90,920,130)
rashi-entry xyxy=(27,1356,247,1418)
zodiac-sign-icon: ♏ xyxy=(479,1164,519,1204)
story2-text-col2: ଭବାନୀପାଟଣା, (ଭାସ୍କର ନ୍ୟୁଜ): କେନ୍ଦ୍ର ସରକାର ନୂଆ ପେନ୍ସନ୍ ଯୋଜନାକୁ ପ୍ରତ୍ୟାହାର କରି ପୁରୁଣା ପେନ୍ସନ୍ ଯୋଜନା ଲାଗୁ କରିବା ଦାବିରେ ବିଭିନ୍ନ କର୍ମଚାରୀ ସଂଘ ପକ୍ଷରୁ ଜିଲ୍ଲାପାଳଙ୍କ ମାଧ୍ୟମରେ ପ୍ରଧାନମନ୍ତ୍ରୀ ଓ ମୁଖ୍ୟମନ୍ତ୍ରୀଙ୍କ ଉଦ୍ଦେଶ୍ୟରେ ଦାବିପତ୍ର ପ୍ରଦାନ କରାଯାଇଛି। ଏଥିରେ ସଂଘର ସଭାପତି, ସମ୍ପାଦକ ସମେତ ବହୁ ସଦସ୍ୟ ଉପସ୍ଥିତ ଥିଲେ। ସେମାନେ କହିଛନ୍ତି ଯେ ପୁରୁଣା ପେନ୍ସନ୍ ବ୍ୟବସ୍ଥା କର୍ମଚାରୀଙ୍କ ଭବିଷ୍ୟତ ସୁରକ୍ଷା ପାଇଁ ଆବଶ୍ୟକ। ଦାବି ପୂରଣ ନହେଲେ ଆନ୍ଦୋଳନ ତୀବ୍ର କରାଯିବ ବୋଲି ଚେତାବନୀ ଦିଆଯାଇଛି। xyxy=(778,193,920,248)
story8-text-col1: କେସିଙ୍ଗା, (ଭାସ୍କର ନ୍ୟୁଜ): ଓଡ଼ିଶା ପ୍ରାଥମିକ ଶିକ୍ଷକ ସଂଘ ପକ୍ଷରୁ ବିଭିନ୍ନ ଦାବିକୁ ନେଇ ଗୋଷ୍ଠୀ ଶିକ୍ଷା ଅଧିକାରୀଙ୍କ କାର୍ଯ୍ୟାଳୟ ସମ୍ମୁଖରେ ଗଣଧାରଣା ଦିଆଯାଇଛି। ଶିକ୍ଷକମାନଙ୍କ ଦରମା ବୃଦ୍ଧି, ପଦୋନ୍ନତି ଓ ଅନ୍ୟାନ୍ୟ ସୁବିଧା ଦାବିରେ ଏହି ଆନ୍ଦୋଳନ କରାଯାଇଥିଲା। ପରେ ଦାବିପତ୍ର ଅଧିକାରୀଙ୍କୁ ଦିଆଯାଇଥିଲା। ଦାବି ପୂରଣ ନହେଲେ ଆନ୍ଦୋଳନକୁ ଜିଲ୍ଲା ଓ ରାଜ୍ୟ ସ୍ତରକୁ ନିଆଯିବ ବୋଲି ସଂଘ ଚେତାବନୀ ଦେଇଛି। xyxy=(466,958,582,1013)
rashiphala-title: ରାଶିଫଳ xyxy=(101,1169,173,1195)
rashi-entry xyxy=(27,1226,247,1288)
story1-text-col3: ଗୋଲାମୁଣ୍ଡା, (ଭାସ୍କର ନ୍ୟୁଜ): କଳାହାଣ୍ଡି ଜିଲ୍ଲା ଗୋଲାମୁଣ୍ଡା ବ୍ଲକ ମହାଲିଙ୍ଗ ଠାରୁ ଦାବଜୋର ମୁଖ୍ୟମନ୍ତ୍ରୀ ସଡକ ଯୋଜନା ରାସ୍ତା ନିର୍ମାଣ କାର୍ଯ୍ୟ ନିମ୍ନମାନର ହୋଇଥିବା ଅଭିଯୋଗ ହୋଇଛି। ରାସ୍ତା ନିର୍ମାଣ ହେବାର କିଛି ଦିନ ମଧ୍ୟରେ ରାସ୍ତା ଭାଙ୍ଗିଯାଇଛି ଓ ବଡ଼ ବଡ଼ ଗାତ ସୃଷ୍ଟି ହୋଇଛି। ଏହି ରାସ୍ତା ଦେଇ ପ୍ରତିଦିନ ଶହ ଶହ ଯାନବାହନ ଚଳାଚଳ କରୁଥିବାରୁ ଦୁର୍ଘଟଣା ଆଶଙ୍କା ରହିଛି। ସ୍ଥାନୀୟ ଲୋକେ ଏହାର ତଦନ୍ତ କରି ଠିକାଦାରଙ୍କ ବିରୋଧରେ କାର୍ଯ୍ୟାନୁଷ୍ଠାନ ଗ୍ରହଣ ପାଇଁ ଦାବି କରିଛନ୍ତି। ଅଞ୍ଚଳବାସୀ ଏହି ରାସ୍ତାକୁ ଶୀଘ୍ର ମରାମତି କରିବା ପାଇଁ ପ୍ରଶାସନ ନିକଟରେ ଗୁହାରି କରିଛନ୍ତି। ବର୍ଷା ଦିନେ ରାସ୍ତାରେ ପାଣି ଜମି ରହୁଥିବାରୁ ପଥଚାରୀ ଓ ଛାତ୍ରଛାତ୍ରୀଙ୍କୁ ଅସୁବିଧା ହେଉଛି। ବିଭାଗୀୟ ଅଧିକାରୀ ଏ ନେଇ ଦୃଷ୍ଟି ଦେବାକୁ ଦାବି ହେଉଛି। xyxy=(140,392,340,447)
section-rule-3 xyxy=(27,1158,920,1160)
rashiphala-title-box xyxy=(27,1162,247,1202)
story4-photo-fair xyxy=(27,598,245,743)
zodiac-sign-icon: ♑ xyxy=(479,1338,519,1378)
story7-headline-line1: ବଡ ଭାଇ ନେଲା xyxy=(267,824,341,838)
story7-headline-line2: ସାନ ଭାଇର xyxy=(276,842,332,856)
story9-text-col1: ନର୍ଲା, (ଭାସ୍କର ନ୍ୟୁଜ): ୭୯ତମ ସ୍ୱାଧୀନତା ଦିବସ ପାଳନ ନେଇ ନର୍ଲା ପଞ୍ଚାୟତ ସମିତି ସମ୍ମିଳନୀ କକ୍ଷରେ ପ୍ରସ୍ତୁତି ବୈଠକ ଅନୁଷ୍ଠିତ ହୋଇଯାଇଛି। ଏଥିରେ ବ୍ଲକ ଉନ୍ନୟନ ଅଧିକାରୀ, ତହସିଲଦାର, ସରକାରୀ କର୍ମଚାରୀ ଓ ବିଭିନ୍ନ ବିଦ୍ୟାଳୟର ପ୍ରଧାନ ଶିକ୍ଷକ ଯୋଗ ଦେଇଥିଲେ। ପତାକା ଉତ୍ତୋଳନ, ପ୍ୟାରେଡ ଓ ସାଂସ୍କୃତିକ କାର୍ଯ୍ୟକ୍ରମ ଆୟୋଜନ ନେଇ ଆଲୋଚନା ହୋଇଥିଲା। ସମସ୍ତ ବିଭାଗକୁ ଦାୟିତ୍ୱ ବଣ୍ଟନ କରାଯାଇଥିଲା। xyxy=(800,932,920,987)
rashi-entry xyxy=(253,1229,473,1291)
rashi-entry xyxy=(479,1338,699,1422)
story2-text-col3: ଭବାନୀପାଟଣା, (ଭାସ୍କର ନ୍ୟୁଜ): କେନ୍ଦ୍ର ସରକାର ନୂଆ ପେନ୍ସନ୍ ଯୋଜନାକୁ ପ୍ରତ୍ୟାହାର କରି ପୁରୁଣା ପେନ୍ସନ୍ ଯୋଜନା ଲାଗୁ କରିବା ଦାବିରେ ବିଭିନ୍ନ କର୍ମଚାରୀ ସଂଘ ପକ୍ଷରୁ ଜିଲ୍ଲାପାଳଙ୍କ ମାଧ୍ୟମରେ ପ୍ରଧାନମନ୍ତ୍ରୀ ଓ ମୁଖ୍ୟମନ୍ତ୍ରୀଙ୍କ ଉଦ୍ଦେଶ୍ୟରେ ଦାବିପତ୍ର ପ୍ରଦାନ କରାଯାଇଛି। ଏଥିରେ ସଂଘର ସଭାପତି, ସମ୍ପାଦକ ସମେତ ବହୁ ସଦସ୍ୟ ଉପସ୍ଥିତ ଥିଲେ। ସେମାନେ କହିଛନ୍ତି ଯେ ପୁରୁଣା ପେନ୍ସନ୍ ବ୍ୟବସ୍ଥା କର୍ମଚାରୀଙ୍କ ଭବିଷ୍ୟତ ସୁରକ୍ଷା ପାଇଁ ଆବଶ୍ୟକ। ଦାବି ପୂରଣ ନହେଲେ ଆନ୍ଦୋଳନ ତୀବ୍ର କରାଯିବ ବୋଲି ଚେତାବନୀ ଦିଆଯାଇଛି। xyxy=(593,347,920,374)
zodiac-sign-icon: ♎ xyxy=(253,1359,293,1399)
masthead-title-box xyxy=(389,46,619,134)
story10-headline: ବିପର୍ଯ୍ୟସ୍ତ ପ୍ରାଥମିକ ଶିକ୍ଷା ବ୍ୟବସ୍ଥା xyxy=(37,994,235,1010)
zodiac-sign-icon: ♌ xyxy=(253,1229,293,1269)
story2-headline: ପୁରୁଣା ପେନ୍ସନ୍ ଦାବିରେ ଜିଲ୍ଲାପାଳଙ୍କୁ ଦାବିପତ୍ର xyxy=(502,156,894,180)
rashi-text: କୁମ୍ଭ: ଆପଣ ମାନସିକ ଭାବରେ ପ୍ରସ୍ତୁତି ପାଇବେ। ଏକ ବୃଦ୍ଧି ପାଇବ। xyxy=(750,1164,913,1171)
zodiac-sign-icon: ♈ xyxy=(27,1226,67,1266)
rashi-entry xyxy=(253,1294,473,1356)
story8-photo-dharna xyxy=(252,958,462,1072)
story4-headline-line2: ମନ୍ଦିରରେ ଜ୍ଞାନ ବିଜ୍ଞାନ ମେଳା xyxy=(52,569,220,588)
rashi-text: ଧନୁ: ଆଜି ଆପଣଙ୍କ ସ୍ୱାସ୍ଥ୍ୟ ଦୁର୍ବଳ ହେବ। ଯାତ୍ରା ସମୟରେ ସତର୍କ ରୁହନ୍ତୁ। xyxy=(524,1251,698,1258)
